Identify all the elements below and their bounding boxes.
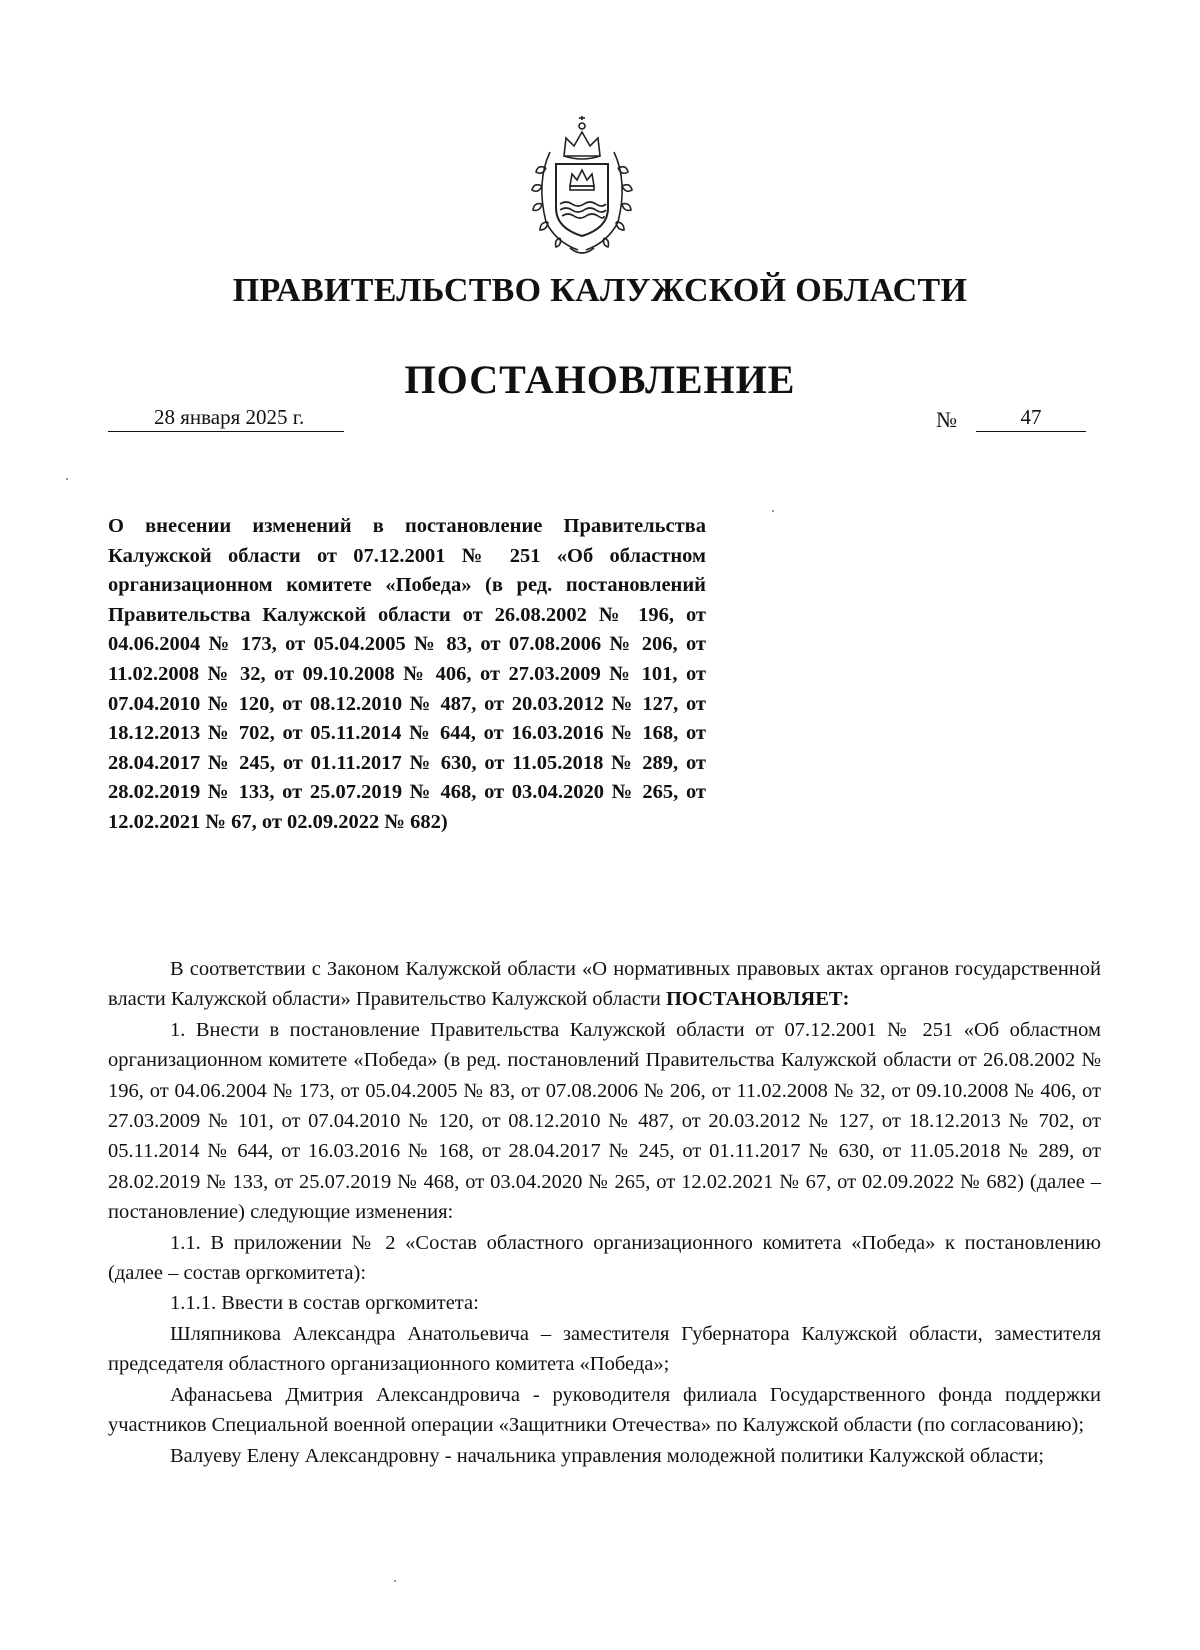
kaluga-coat-of-arms-icon <box>520 112 644 260</box>
document-date: 28 января 2025 г. <box>108 403 344 432</box>
body-paragraph: Валуеву Елену Александровну - начальника управления молодежной политики Калужской области; <box>170 1444 1045 1467</box>
document-body <box>108 954 1101 1471</box>
document-number: 47 <box>976 403 1086 432</box>
preamble-text: В соответствии с Законом Калужской области «О нормативных правовых актах органов государственной власти Калужской области» Правительство Калужской области <box>108 958 1101 1011</box>
body-paragraph: 1. Внести в постановление Правительства Калужской области от 07.12.2001 № 251 «Об областном организационном комитете «Победа» (в ред. постановлений Правительства Калужской области от 26.08.2002 № 196, от 04.06.2004 № 173, от 05.04.2005 № 83, от 07.08.2006 № 206, от 11.02.2008 № 32, от 09.10.2008 № 406, от 27.03.2009 № 101, от 07.04.2010 № 120, от 08.12.2010 № 487, от 20.03.2012 № 127, от 18.12.2013 № 702, от 05.11.2014 № 644, от 16.03.2016 № 168, от 28.04.2017 № 245, от 01.11.2017 № 630, от 11.05.2018 № 289, от 28.02.2019 № 133, от 25.07.2019 № 468, от 03.04.2020 № 265, от 12.02.2021 № 67, от 02.09.2022 № 682) (далее – постановление) следующие изменения: <box>108 1018 1101 1224</box>
government-title: ПРАВИТЕЛЬСТВО КАЛУЖСКОЙ ОБЛАСТИ <box>232 272 968 309</box>
resolves-colon: : <box>842 988 850 1011</box>
number-label: № <box>936 407 957 432</box>
scan-speck <box>772 510 774 512</box>
scan-speck <box>66 478 68 480</box>
body-paragraph: Шляпникова Александра Анатольевича – заместителя Губернатора Калужской области, заместителя председателя областного организационного комитета «Победа»; <box>108 1322 1101 1376</box>
document-subject: О внесении изменений в постановление Правительства Калужской области от 07.12.2001 № 251 «Об областном организационном комитете «Победа» (в ред. постановлений Правительства Калужской области от 26.08.2002 № 196, от 04.06.2004 № 173, от 05.04.2005 № 83, от 07.08.2006 № 206, от 11.02.2008 № 32, от 09.10.2008 № 406, от 27.03.2009 № 101, от 07.04.2010 № 120, от 08.12.2010 № 487, от 20.03.2012 № 127, от 18.12.2013 № 702, от 05.11.2014 № 644, от 16.03.2016 № 168, от 28.04.2017 № 245, от 01.11.2017 № 630, от 11.05.2018 № 289, от 28.02.2019 № 133, от 25.07.2019 № 468, от 03.04.2020 № 265, от 12.02.2021 № 67, от 02.09.2022 № 682) <box>108 515 706 833</box>
body-paragraph: 1.1.1. Ввести в состав оргкомитета: <box>170 1292 479 1315</box>
document-type-title: ПОСТАНОВЛЕНИЕ <box>404 357 796 402</box>
body-paragraph: Афанасьева Дмитрия Александровича - руководителя филиала Государственного фонда поддержки участников Специальной военной операции «Защитники Отечества» по Калужской области (по согласованию); <box>108 1383 1101 1437</box>
body-paragraph: 1.1. В приложении № 2 «Состав областного организационного комитета «Победа» к постановлению (далее – состав оргкомитета): <box>108 1231 1101 1285</box>
resolves-word: ПОСТАНОВЛЯЕТ <box>665 988 843 1011</box>
scan-speck <box>394 1580 396 1582</box>
preamble-paragraph <box>108 954 1101 1015</box>
